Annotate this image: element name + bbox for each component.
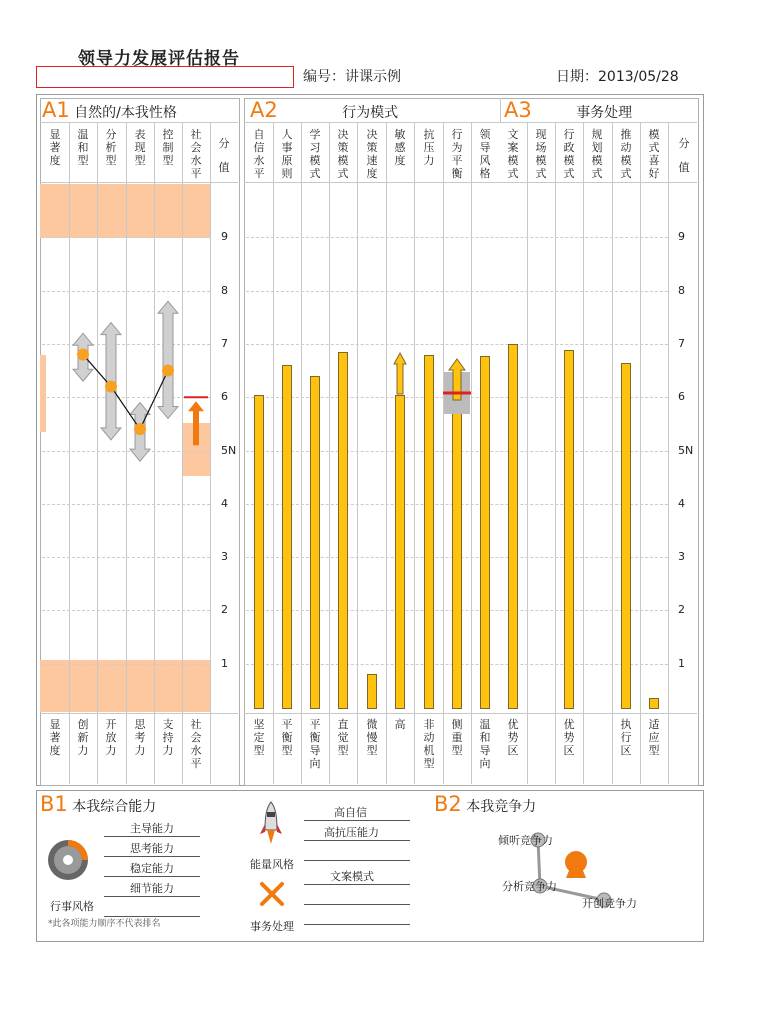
a1-point: [105, 381, 117, 393]
energy-item: 高抗压能力: [324, 826, 379, 839]
disc-icon: [46, 838, 90, 882]
a1-footer-label: 思考力: [134, 718, 146, 757]
line: [104, 836, 200, 837]
range-arrow: [158, 301, 178, 418]
energy-style-label: 能量风格: [250, 858, 294, 871]
a1-header-label: 温和型: [77, 128, 89, 167]
a2-footer-label: 微慢型: [366, 718, 378, 757]
a3-header-label: 文案模式: [507, 128, 519, 180]
a3-footer-label: 优势区: [507, 718, 519, 757]
axis-tick: 3: [221, 550, 228, 564]
report-number: 编号：讲课示例: [303, 69, 401, 85]
a3-header-label: 行政模式: [563, 128, 575, 180]
axis-tick: 2: [221, 603, 228, 617]
score-header: 分值: [678, 137, 690, 174]
a1-header-label: 社会水平: [190, 128, 202, 180]
a2-header-label: 敏感度: [394, 128, 406, 167]
competence-item: 分析竞争力: [502, 880, 557, 893]
a3-header-label: 现场模式: [535, 128, 547, 180]
style-label: 行事风格: [50, 900, 94, 913]
a1-header-label: 显著度: [49, 128, 61, 167]
a2-footer-label: 非动机型: [423, 718, 435, 770]
rocket-icon: [258, 800, 284, 850]
a2-header-label: 行为平衡: [451, 128, 463, 180]
a1-footer-label: 支持力: [162, 718, 174, 757]
score-header: 分值: [218, 137, 230, 174]
report-title: 领导力发展评估报告: [78, 49, 240, 69]
sensitivity-arrow: [394, 353, 406, 394]
b1-item: 主导能力: [130, 822, 174, 835]
line: [304, 924, 410, 925]
a3-footer-label: 优势区: [563, 718, 575, 757]
line: [304, 860, 410, 861]
axis-tick: 3: [678, 550, 685, 564]
line: [104, 856, 200, 857]
axis-tick: 7: [221, 336, 228, 350]
a3-header-label: 推动模式: [620, 128, 632, 180]
a2-footer-label: 直觉型: [337, 718, 349, 757]
axis-tick: 2: [678, 603, 685, 617]
axis-tick: 4: [221, 496, 228, 510]
line: [104, 916, 200, 917]
axis-tick: 1: [221, 656, 228, 670]
social-level-arrow: [188, 401, 204, 445]
a2-header-label: 抗压力: [423, 128, 435, 167]
a2-footer-label: 坚定型: [253, 718, 265, 757]
a1-footer-label: 创新力: [77, 718, 89, 757]
section-b2: B2 本我竞争力: [434, 792, 537, 816]
competence-item: 开创竞争力: [582, 897, 637, 910]
energy-item: 高自信: [334, 806, 367, 819]
a1-footer-label: 显著度: [49, 718, 61, 757]
a1-footer-label: 开放力: [105, 718, 117, 757]
a2-footer-label: 温和导向: [479, 718, 491, 770]
a1-header-label: 分析型: [105, 128, 117, 167]
line: [104, 896, 200, 897]
axis-tick: 5N: [678, 443, 694, 457]
a3-header-label: 规划模式: [591, 128, 603, 180]
axis-tick: 1: [678, 656, 685, 670]
axis-tick: 6: [678, 390, 685, 404]
axis-tick: 8: [221, 283, 228, 297]
a2-header-label: 自信水平: [253, 128, 265, 180]
order-note: *此各项能力顺序不代表排名: [48, 919, 161, 929]
a1-footer-label: 社会水平: [190, 718, 202, 770]
line: [304, 884, 410, 885]
a3-footer-label: 适应型: [648, 718, 660, 757]
b1-item: 稳定能力: [130, 862, 174, 875]
a2-header-label: 决策速度: [366, 128, 378, 180]
a2-footer-label: 平衡型: [281, 718, 293, 757]
a2-header-label: 决策模式: [337, 128, 349, 180]
a2-header-label: 学习模式: [309, 128, 321, 180]
axis-tick: 4: [678, 496, 685, 510]
a2-footer-label: 高: [394, 718, 406, 731]
a3-header-label: 模式喜好: [648, 128, 660, 180]
competence-item: 倾听竞争力: [498, 834, 553, 847]
section-a3: A3 事务处理: [504, 98, 633, 122]
a3-footer-label: 执行区: [620, 718, 632, 757]
axis-tick: 9: [678, 230, 685, 244]
axis-tick: 6: [221, 390, 228, 404]
a1-header-label: 表现型: [134, 128, 146, 167]
axis-tick: 8: [678, 283, 685, 297]
a2-footer-label: 平衡导向: [309, 718, 321, 770]
line: [304, 904, 410, 905]
affairs-item: 文案模式: [330, 870, 374, 883]
a2-header-label: 领导风格: [479, 128, 491, 180]
axis-tick: 9: [221, 230, 228, 244]
section-b1: B1 本我综合能力: [40, 792, 157, 816]
axis-tick: 5N: [221, 443, 237, 457]
b1-item: 思考能力: [130, 842, 174, 855]
line: [304, 820, 410, 821]
a1-series-line: [83, 355, 168, 430]
axis-tick: 7: [678, 336, 685, 350]
section-a2: A2 行为模式: [250, 98, 399, 122]
section-a1: A1 自然的/本我性格: [42, 98, 177, 122]
a1-header-label: 控制型: [162, 128, 174, 167]
a1-point: [162, 365, 174, 377]
a2-footer-label: 侧重型: [451, 718, 463, 757]
line: [304, 840, 410, 841]
a1-point: [77, 349, 89, 361]
b1-item: 细节能力: [130, 882, 174, 895]
line: [104, 876, 200, 877]
tools-icon: [258, 880, 286, 908]
report-date: 日期：2013/05/28: [556, 69, 679, 85]
a2-header-label: 人事原则: [281, 128, 293, 180]
affairs-label: 事务处理: [250, 920, 294, 933]
a1-point: [134, 423, 146, 435]
